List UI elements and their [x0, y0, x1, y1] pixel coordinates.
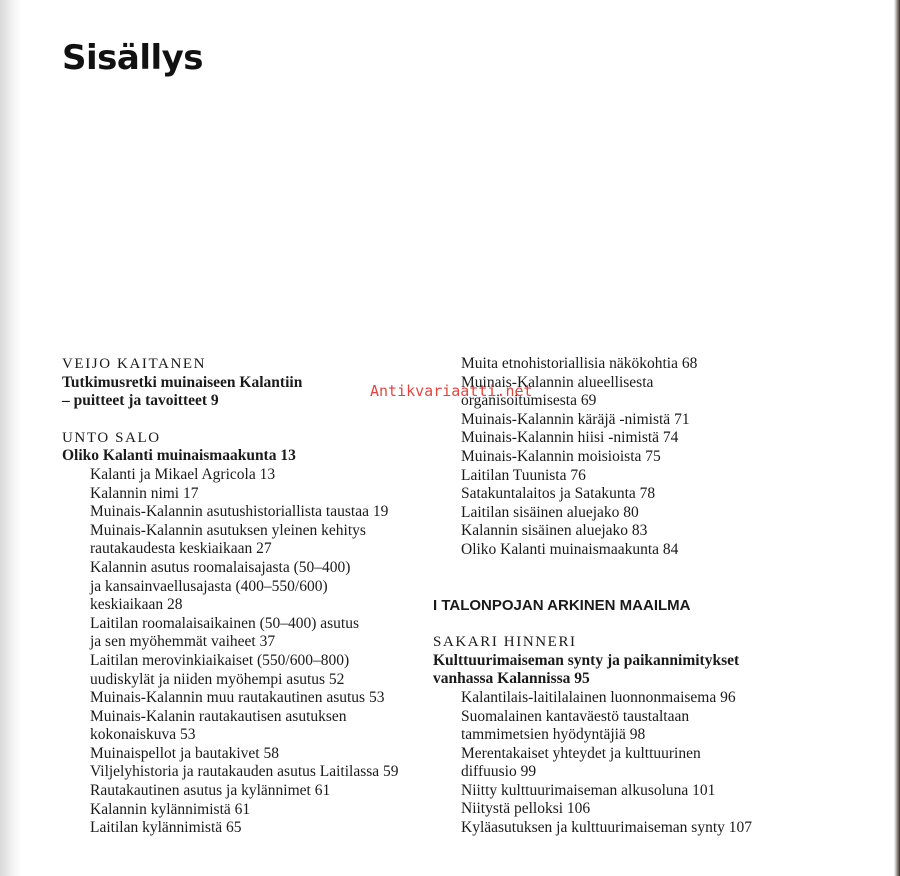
page-edge [894, 0, 900, 876]
toc-author: UNTO SALO [62, 429, 161, 446]
spacer [433, 615, 793, 633]
toc-entry: Laitilan Tuunista 76 [461, 466, 586, 484]
toc-entry: Kalanti ja Mikael Agricola 13 [90, 465, 276, 483]
toc-entry: Kalannin kylännimistä 61 [90, 800, 251, 818]
toc-entry: ja kansainvaellusajasta (400–550/600) [90, 577, 328, 595]
toc-entry: Muinais-Kalannin asutushistoriallista taustaa 19 [90, 503, 389, 521]
toc-entry: Kalannin nimi 17 [90, 484, 199, 502]
toc-chapter-title: Oliko Kalanti muinaismaakunta 13 [62, 447, 296, 465]
toc-entry: Muinais-Kalannin muu rautakautinen asutus 53 [90, 689, 385, 707]
toc-section-heading: I TALONPOJAN ARKINEN MAAILMA [433, 596, 691, 614]
toc-entry: Kalantilais-laitilalainen luonnonmaisema 96 [461, 688, 736, 706]
toc-entry: ja sen myöhemmät vaiheet 37 [90, 633, 276, 651]
toc-entry: Satakuntalaitos ja Satakunta 78 [461, 485, 656, 503]
toc-entry: Muinais-Kalannin alueellisesta [461, 373, 654, 391]
spacer [433, 560, 793, 597]
toc-entry: Kyläasutuksen ja kulttuurimaiseman synty 107 [461, 819, 753, 837]
toc-entry: keskiaikaan 28 [90, 596, 183, 614]
toc-entry: uudiskylät ja niiden myöhempi asutus 52 [90, 670, 345, 688]
toc-entry: Laitilan sisäinen aluejako 80 [461, 503, 639, 521]
toc-entry: Muinais-Kalannin hiisi -nimistä 74 [461, 429, 679, 447]
toc-entry: Muinaispellot ja bautakivet 58 [90, 744, 279, 762]
toc-entry: Oliko Kalanti muinaismaakunta 84 [461, 540, 679, 558]
toc-entry: Laitilan merovinkiaikaiset (550/600–800) [90, 651, 350, 669]
watermark: Antikvariaatti.net [370, 382, 533, 400]
toc-entry: tammimetsien hyödyntäjiä 98 [461, 726, 646, 744]
toc-author: VEIJO KAITANEN [62, 356, 207, 372]
toc-entry: Merentakaiset yhteydet ja kulttuurinen [461, 744, 701, 762]
toc-entry: Laitilan kylännimistä 65 [90, 819, 242, 837]
toc-chapter-title: Tutkimusretki muinaiseen Kalantiin [62, 373, 303, 391]
toc-left-column [62, 355, 422, 838]
toc-entry: Viljelyhistoria ja rautakauden asutus Laitilassa 59 [90, 763, 399, 781]
spacer [62, 411, 422, 429]
toc-entry: Muinais-Kalannin moisioista 75 [461, 447, 661, 465]
toc-entry: Muita etnohistoriallisia näkökohtia 68 [461, 355, 698, 372]
toc-entry: Suomalainen kantaväestö taustaltaan [461, 707, 690, 725]
toc-entry: Niitty kulttuurimaiseman alkusoluna 101 [461, 781, 716, 799]
page-gutter-shadow [0, 0, 22, 876]
toc-author: SAKARI HINNERI [433, 634, 577, 651]
toc-entry: organisoitumisesta 69 [461, 392, 597, 410]
page-title: Sisällys [62, 38, 204, 78]
toc-entry: Laitilan roomalaisaikainen (50–400) asutus [90, 614, 360, 632]
toc-entry: Kalannin asutus roomalaisajasta (50–400) [90, 558, 351, 576]
toc-entry: rautakaudesta keskiaikaan 27 [90, 540, 272, 558]
toc-entry: diffuusio 99 [461, 763, 537, 781]
toc-entry: Muinais-Kalannin käräjä -nimistä 71 [461, 410, 690, 428]
toc-entry: Rautakautinen asutus ja kylännimet 61 [90, 782, 331, 800]
toc-entry: Kalannin sisäinen aluejako 83 [461, 522, 648, 540]
toc-chapter-title: Kulttuurimaiseman synty ja paikannimitykset [433, 651, 740, 669]
toc-entry: kokonaiskuva 53 [90, 726, 196, 744]
toc-right-column [433, 355, 793, 838]
toc-entry: Niitystä pelloksi 106 [461, 800, 591, 818]
toc-chapter-title: – puitteet ja tavoitteet 9 [62, 392, 219, 410]
toc-chapter-title: vanhassa Kalannissa 95 [433, 670, 590, 688]
toc-entry: Muinais-Kalanin rautakautisen asutuksen [90, 707, 347, 725]
toc-entry: Muinais-Kalannin asutuksen yleinen kehitys [90, 521, 366, 539]
